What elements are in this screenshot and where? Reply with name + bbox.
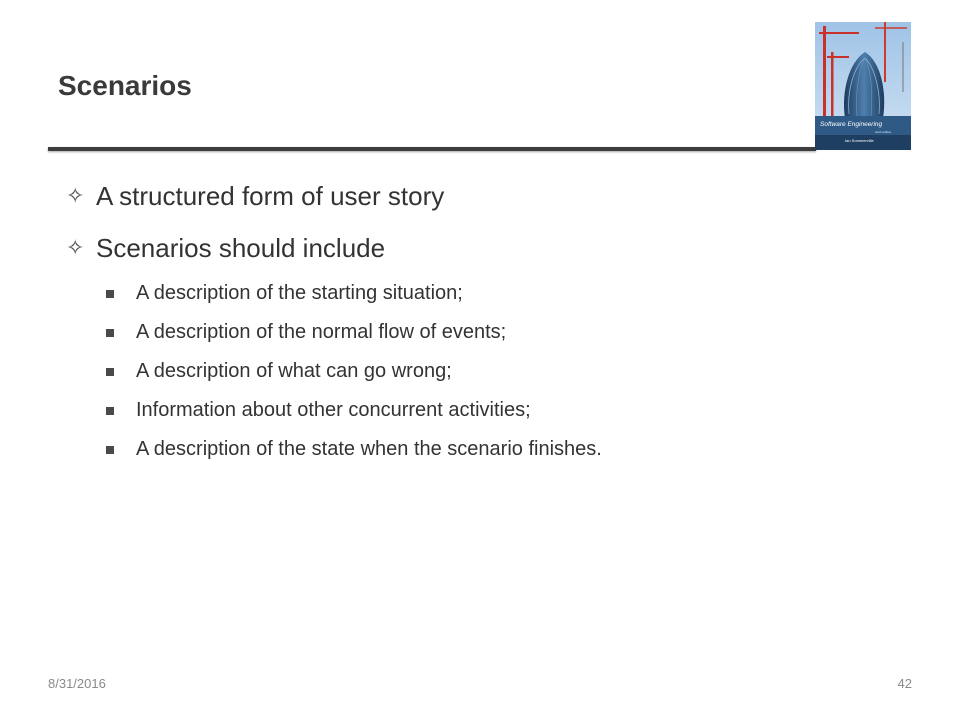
sub-bullet-text: Information about other concurrent activities; <box>136 399 531 421</box>
sub-bullet-list <box>66 274 926 469</box>
square-bullet-icon <box>106 407 114 415</box>
slide-number: 42 <box>897 676 912 691</box>
book-cover-illustration <box>815 22 911 150</box>
square-bullet-icon <box>106 329 114 337</box>
sub-bullet-item <box>106 313 926 352</box>
star-bullet-icon: ✧ <box>66 235 85 260</box>
cover-author: Ian Sommerville <box>845 138 874 143</box>
slide-title: Scenarios <box>58 70 192 101</box>
bullet-text: Scenarios should include <box>96 233 386 263</box>
footer-date: 8/31/2016 <box>48 676 106 691</box>
sub-bullet-item <box>106 430 926 469</box>
sub-bullet-text: A description of the normal flow of events; <box>136 321 507 343</box>
bullet-text: A structured form of user story <box>96 181 445 211</box>
book-cover-image <box>815 22 911 150</box>
sub-bullet-text: A description of the starting situation; <box>136 282 463 304</box>
square-bullet-icon <box>106 368 114 376</box>
square-bullet-icon <box>106 446 114 454</box>
sub-bullet-group <box>66 274 926 469</box>
bullet-list <box>66 170 926 469</box>
sub-bullet-item <box>106 391 926 430</box>
square-bullet-icon <box>106 290 114 298</box>
sub-bullet-text: A description of what can go wrong; <box>136 360 452 382</box>
sub-bullet-text: A description of the state when the scenario finishes. <box>136 438 602 460</box>
sub-bullet-item <box>106 352 926 391</box>
cover-title: Software Engineering <box>820 121 883 128</box>
cover-edition: tenth edition <box>875 130 892 134</box>
bullet-item <box>66 222 926 274</box>
title-underline <box>48 147 816 151</box>
sub-bullet-item <box>106 274 926 313</box>
star-bullet-icon: ✧ <box>66 183 85 208</box>
bullet-item <box>66 170 926 222</box>
